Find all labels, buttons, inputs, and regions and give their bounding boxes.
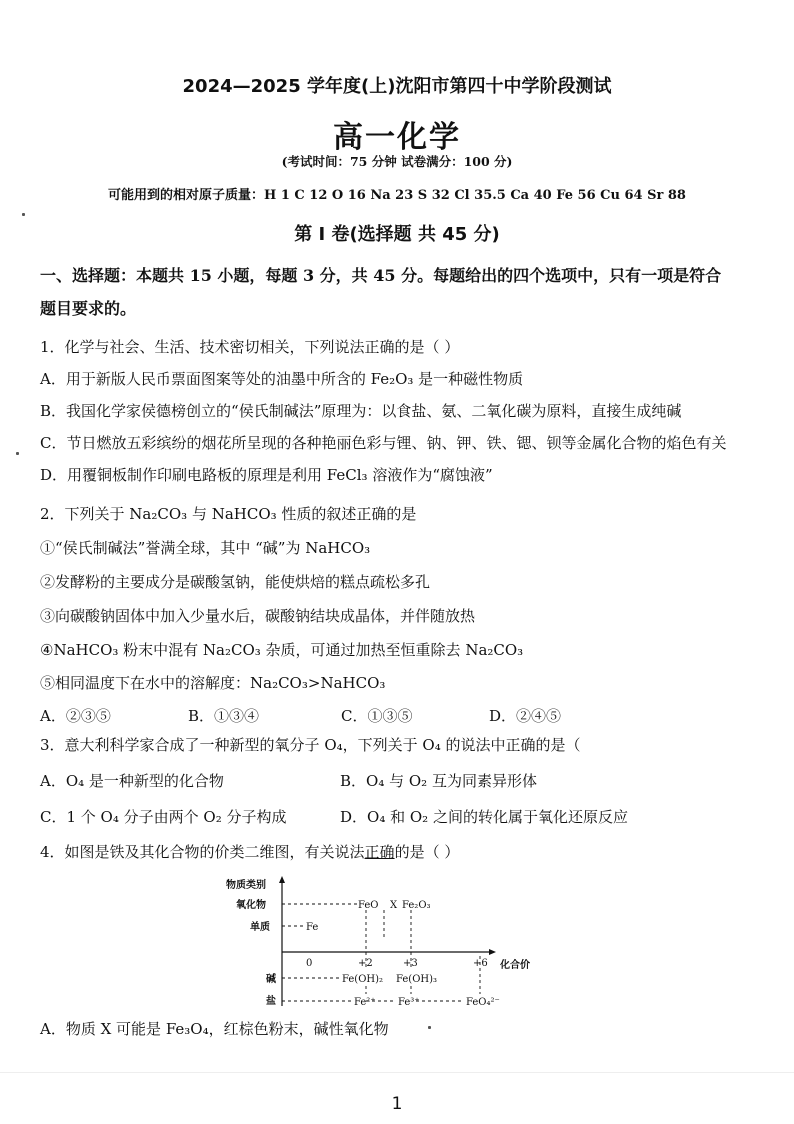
page-number: 1 (391, 1094, 403, 1114)
q3-stem: 3．意大利科学家合成了一种新型的氧分子 O₄，下列关于 O₄ 的说法中正确的是（ (40, 736, 581, 754)
point-X: X (390, 900, 398, 911)
x-tick-plus2: +2 (358, 958, 373, 969)
q3-option-d: D．O₄ 和 O₂ 之间的转化属于氧化还原反应 (340, 808, 628, 826)
y-category-oxide: 氧化物 (236, 900, 266, 911)
y-axis-arrow (279, 876, 285, 883)
q1-option-b: B．我国化学家侯德榜创立的“侯氏制碱法”原理为：以食盐、氨、二氧化碳为原料，直接生成纯碱 (40, 402, 682, 420)
q2-option-d: D．②④⑤ (489, 707, 562, 725)
y-axis-title: 物质类别 (226, 880, 266, 891)
x-tick-0: 0 (306, 958, 313, 969)
point-Fe2O3: Fe₂O₃ (402, 900, 431, 911)
q4-stem-prefix: 4．如图是铁及其化合物的价类二维图，有关说法 (40, 843, 365, 861)
x-axis-arrow (489, 949, 496, 955)
q4-stem (40, 841, 459, 862)
point-FeO: FeO (358, 900, 379, 911)
q2-statement-2: ②发酵粉的主要成分是碳酸氢钠，能使烘焙的糕点疏松多孔 (40, 573, 431, 591)
q2-option-b: B．①③④ (188, 707, 260, 725)
section-instruction-line1: 一、选择题：本题共 15 小题，每题 3 分，共 45 分。每题给出的四个选项中，只有一项是符合 (40, 266, 722, 285)
section-instruction-line2: 题目要求的。 (40, 299, 137, 318)
scan-speck (16, 452, 19, 455)
q4-stem-underlined: 正确 (364, 843, 395, 861)
q1-option-a: A．用于新版人民币票面图案等处的油墨中所含的 Fe₂O₃ 是一种磁性物质 (40, 370, 524, 388)
q3-option-a: A．O₄ 是一种新型的化合物 (40, 772, 224, 790)
q1-stem: 1．化学与社会、生活、技术密切相关，下列说法正确的是（ ） (40, 338, 460, 356)
point-FeO4: FeO₄²⁻ (466, 997, 500, 1008)
exam-info: (考试时间：75 分钟 试卷满分：100 分) (281, 154, 513, 169)
iron-valence-diagram (226, 874, 530, 1014)
point-Fe3plus: Fe³⁺ (398, 997, 420, 1008)
q2-options (40, 705, 561, 726)
q2-statement-1: ①“侯氏制碱法”誉满全球，其中 “碱”为 NaHCO₃ (40, 539, 371, 557)
exam-title: 2024—2025 学年度(上)沈阳市第四十中学阶段测试 (182, 76, 612, 97)
point-FeOH3: Fe(OH)₃ (396, 974, 438, 985)
y-category-base: 碱 (266, 974, 276, 985)
point-FeOH2: Fe(OH)₂ (342, 974, 384, 985)
q1-option-d: D．用覆铜板制作印刷电路板的原理是利用 FeCl₃ 溶液作为“腐蚀液” (40, 466, 493, 484)
y-category-element: 单质 (250, 922, 270, 933)
q4-stem-suffix: 的是（ ） (394, 843, 460, 861)
q4-option-a: A．物质 X 可能是 Fe₃O₄，红棕色粉末，碱性氧化物 (40, 1020, 389, 1038)
point-Fe: Fe (306, 922, 319, 933)
x-axis-title: 化合价 (500, 960, 530, 971)
atomic-masses: 可能用到的相对原子质量：H 1 C 12 O 16 Na 23 S 32 Cl 35.5 Ca 40 Fe 56 Cu 64 Sr 88 (108, 188, 686, 203)
x-tick-plus3: +3 (403, 958, 418, 969)
q2-option-c: C．①③⑤ (341, 707, 413, 725)
scan-speck (428, 1026, 431, 1029)
q2-statement-5: ⑤相同温度下在水中的溶解度：Na₂CO₃>NaHCO₃ (40, 674, 386, 692)
q1-option-c: C．节日燃放五彩缤纷的烟花所呈现的各种艳丽色彩与锂、钠、钾、铁、锶、钡等金属化合物的焰色有关 (40, 434, 727, 452)
q3-option-b: B．O₄ 与 O₂ 互为同素异形体 (340, 772, 537, 790)
x-tick-plus6: +6 (473, 958, 488, 969)
subject-title: 高一化学 (333, 120, 461, 155)
q2-statement-4: ④NaHCO₃ 粉末中混有 Na₂CO₃ 杂质，可通过加热至恒重除去 Na₂CO₃ (40, 641, 524, 659)
q3-options-row1 (40, 770, 537, 791)
point-Fe2plus: Fe²⁺ (354, 997, 376, 1008)
q2-stem: 2．下列关于 Na₂CO₃ 与 NaHCO₃ 性质的叙述正确的是 (40, 505, 417, 523)
q2-option-a: A．②③⑤ (40, 707, 111, 725)
q2-statement-3: ③向碳酸钠固体中加入少量水后，碳酸钠结块成晶体，并伴随放热 (40, 607, 476, 625)
section-title: 第 Ⅰ 卷(选择题 共 45 分) (294, 224, 500, 245)
y-category-salt: 盐 (266, 996, 276, 1007)
q3-option-c: C．1 个 O₄ 分子由两个 O₂ 分子构成 (40, 808, 287, 826)
q3-options-row2 (40, 806, 628, 827)
footer-rule (0, 1072, 794, 1073)
scan-speck (22, 213, 25, 216)
